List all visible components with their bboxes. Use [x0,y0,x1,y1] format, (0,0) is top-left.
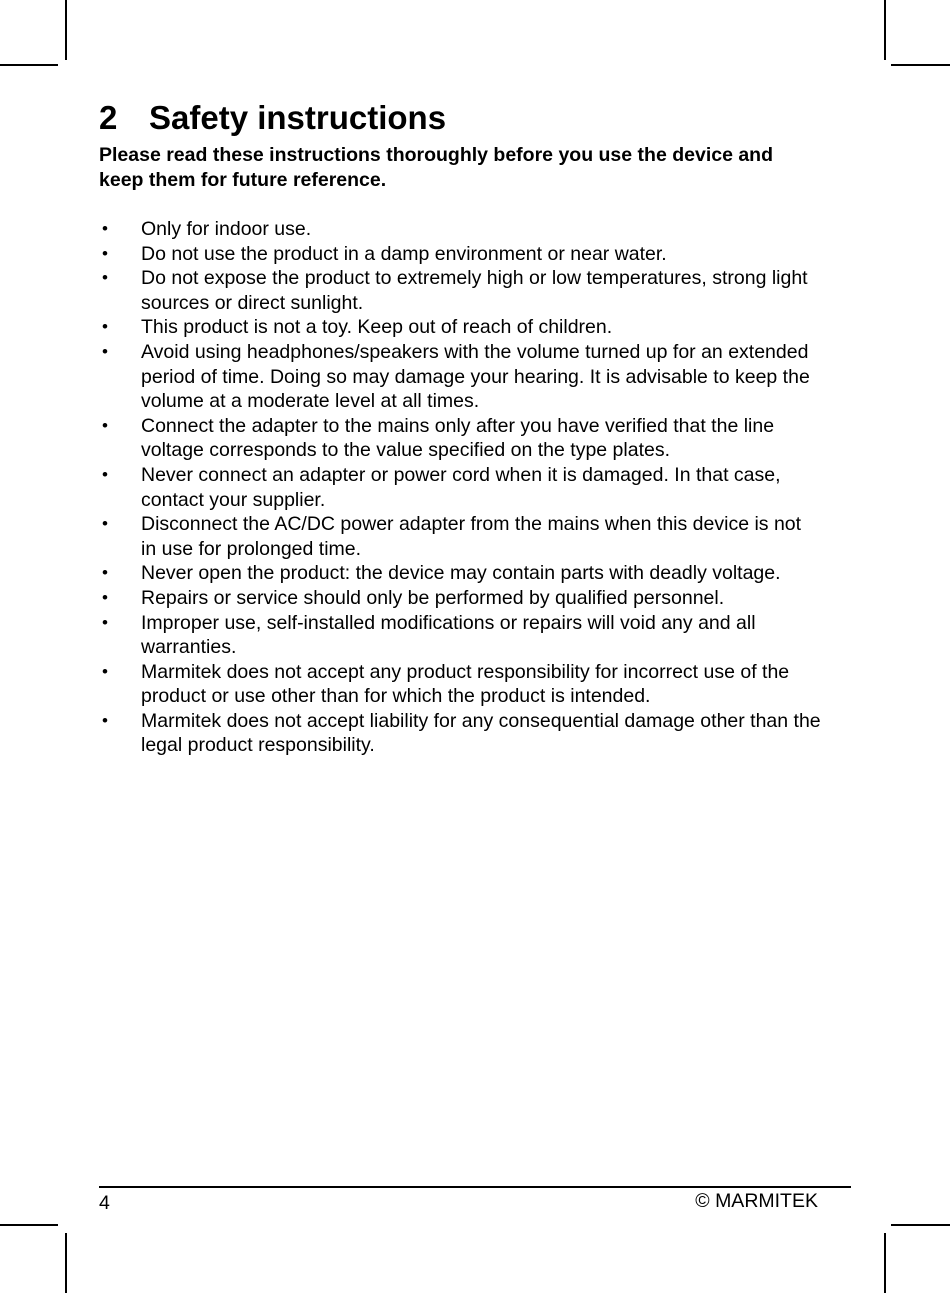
crop-mark-bottom-left-vertical [65,1233,67,1293]
footer-divider [99,1186,851,1188]
bullet-item [99,709,821,758]
crop-mark-bottom-left-horizontal [0,1224,58,1226]
bullet-item [99,463,821,512]
bullet-text: Connect the adapter to the mains only after you have verified that the line voltage corresponds to the value specified on the type plates. [141,414,775,462]
bullet-icon: • [102,563,108,583]
bullet-item [99,414,821,463]
bullet-text: Repairs or service should only be performed by qualified personnel. [141,586,725,609]
bullet-icon: • [102,612,108,632]
bullet-item [99,561,821,586]
section-title: Safety instructions [149,99,447,136]
crop-mark-bottom-right-horizontal [891,1224,950,1226]
bullet-icon: • [102,464,108,484]
bullet-text: Never open the product: the device may contain parts with deadly voltage. [141,562,781,585]
bullet-text: Marmitek does not accept liability for any consequential damage other than the legal product responsibility. [141,709,821,757]
bullet-icon: • [102,415,108,435]
bullet-text: Only for indoor use. [141,218,312,240]
bullet-item [99,512,821,561]
copyright-notice: © MARMITEK [695,1190,818,1212]
bullet-text: Avoid using headphones/speakers with the volume turned up for an extended period of time. Doing so may damage your hearing. It is advisable to keep the volume at a moderate level at all times. [141,340,810,413]
crop-mark-top-right-horizontal [891,64,950,66]
crop-mark-bottom-right-vertical [884,1233,886,1293]
bullet-icon: • [102,268,108,288]
bullet-item [99,611,821,660]
bullet-icon: • [102,219,108,238]
bullet-item [99,660,821,709]
bullet-icon: • [102,243,108,263]
intro-text: Please read these instructions thoroughly before you use the device and keep them for future reference. [99,144,774,191]
bullet-text: Do not expose the product to extremely high or low temperatures, strong light sources or direct sunlight. [141,267,808,314]
bullet-text: Marmitek does not accept any product responsibility for incorrect use of the product or use other than for which the product is intended. [141,660,790,708]
bullet-icon: • [102,341,108,361]
section-number: 2 [99,99,118,136]
bullet-icon: • [102,587,108,607]
crop-mark-top-right-vertical [884,0,886,60]
bullet-text: Never connect an adapter or power cord when it is damaged. In that case, contact your supplier. [141,463,781,511]
bullet-item [99,217,821,242]
bullet-icon: • [102,317,108,337]
bullet-icon: • [102,661,108,681]
bullet-item [99,315,821,340]
bullet-text: Disconnect the AC/DC power adapter from the mains when this device is not in use for prolonged time. [141,513,802,560]
section-heading [99,98,446,138]
bullet-item [99,242,821,267]
page-number: 4 [99,1192,110,1214]
bullet-item [99,340,821,414]
crop-mark-top-left-horizontal [0,64,58,66]
bullet-icon: • [102,710,108,730]
safety-bullet-list [99,217,821,758]
bullet-text: Improper use, self-installed modifications or repairs will void any and all warranties. [141,611,756,659]
crop-mark-top-left-vertical [65,0,67,60]
bullet-item [99,586,821,611]
bullet-icon: • [102,514,108,534]
bullet-item [99,266,821,315]
bullet-text: This product is not a toy. Keep out of reach of children. [141,316,613,339]
bullet-text: Do not use the product in a damp environment or near water. [141,242,667,265]
